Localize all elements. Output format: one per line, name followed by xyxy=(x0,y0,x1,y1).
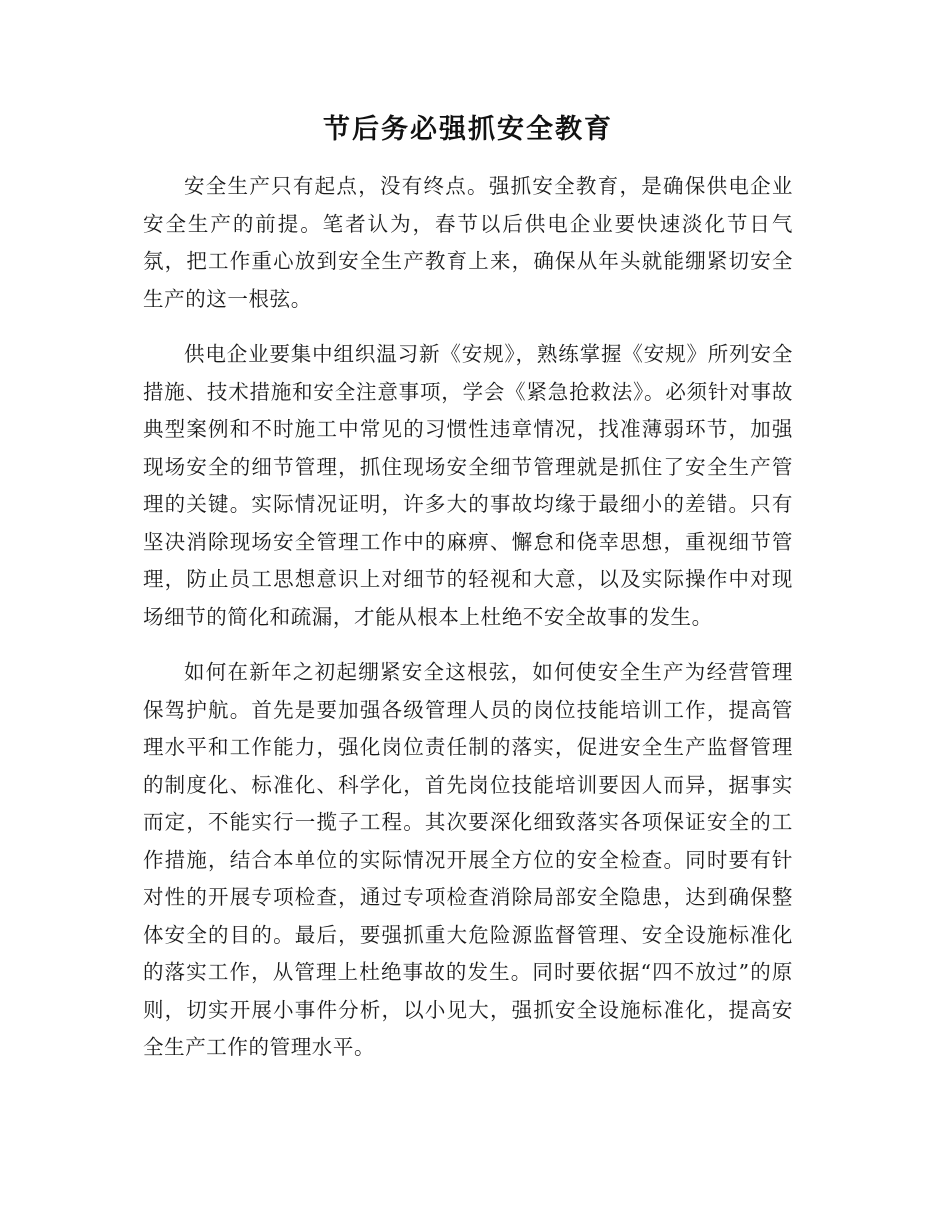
paragraph-1: 安全生产只有起点，没有终点。强抓安全教育，是确保供电企业安全生产的前提。笔者认为，春节以后供电企业要快速淡化节日气氛，把工作重心放到安全生产教育上来，确保从年头就能绷紧切安全生产的这一根弦。 xyxy=(143,174,793,311)
page-title: 节后务必强抓安全教育 xyxy=(323,114,613,145)
paragraph-2: 供电企业要集中组织温习新《安规》，熟练掌握《安规》所列安全措施、技术措施和安全注意事项，学会《紧急抢救法》。必须针对事故典型案例和不时施工中常见的习惯性违章情况，找准薄弱环节，加强现场安全的细节管理，抓住现场安全细节管理就是抓住了安全生产管理的关键。实际情况证明，许多大的事故均缘于最细小的差错。只有坚决消除现场安全管理工作中的麻痹、懈怠和侥幸思想，重视细节管理，防止员工思想意识上对细节的轻视和大意，以及实际操作中对现场细节的简化和疏漏，才能从根本上杜绝不安全故事的发生。 xyxy=(143,342,793,629)
paragraph-3: 如何在新年之初起绷紧安全这根弦，如何使安全生产为经营管理保驾护航。首先是要加强各级管理人员的岗位技能培训工作，提高管理水平和工作能力，强化岗位责任制的落实，促进安全生产监督管理的制度化、标准化、科学化，首先岗位技能培训要因人而异，据事实而定，不能实行一揽子工程。其次要深化细致落实各项保证安全的工作措施，结合本单位的实际情况开展全方位的安全检查。同时要有针对性的开展专项检查，通过专项检查消除局部安全隐患，达到确保整体安全的目的。最后，要强抓重大危险源监督管理、安全设施标准化的落实工作，从管理上杜绝事故的发生。同时要依据“四不放过”的原则，切实开展小事件分析，以小见大，强抓安全设施标准化，提高安全生产工作的管理水平。 xyxy=(143,660,793,1059)
